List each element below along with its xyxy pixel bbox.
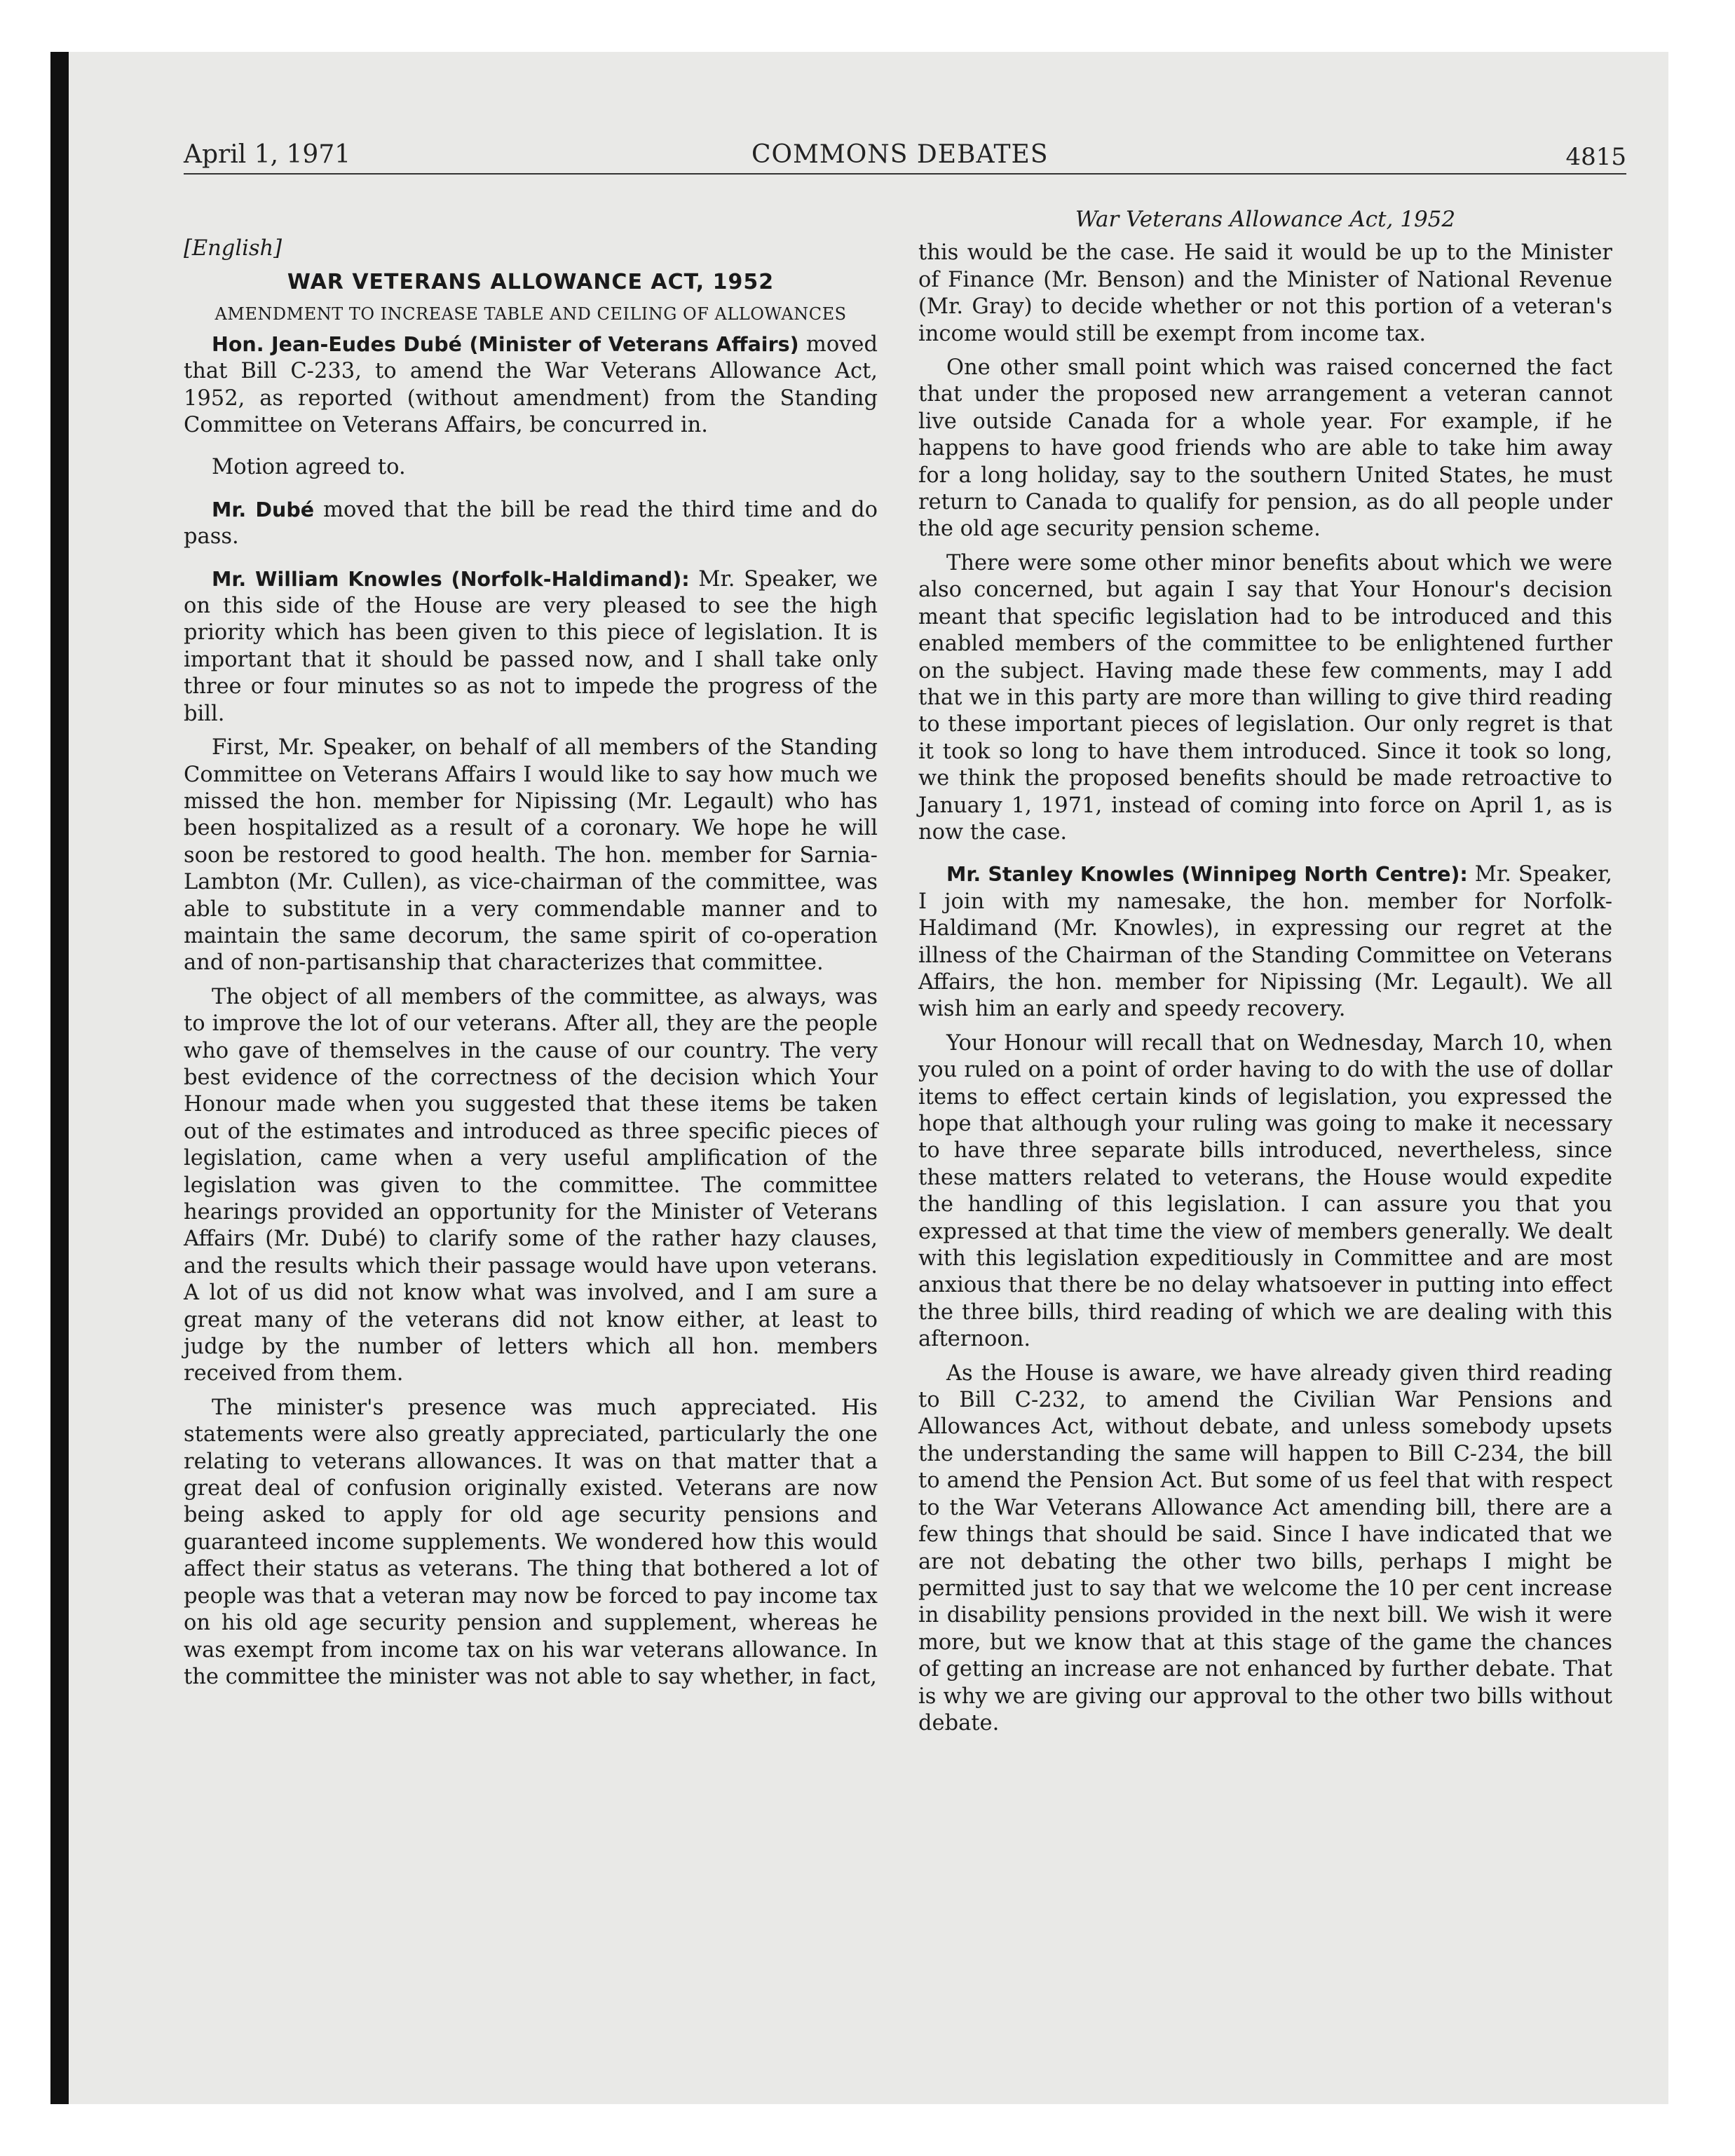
language-marker: [English] xyxy=(184,236,283,261)
paragraph xyxy=(184,566,878,728)
paragraph: Motion agreed to. xyxy=(212,455,406,480)
speaker-name: Mr. Stanley Knowles (Winnipeg North Centre): xyxy=(946,863,1468,887)
paragraph xyxy=(918,861,1612,1023)
speaker-name: Mr. William Knowles (Norfolk-Haldimand): xyxy=(212,567,690,591)
header-date: April 1, 1971 xyxy=(184,140,351,169)
paragraph: First, Mr. Speaker, on behalf of all members of the Standing Committee on Veterans Affairs I would like to say how much we missed the hon. member for Nipissing (Mr. Legault) who has been hospitalized as a result of a coronary. We hope he will soon be restored to good health. The hon. member for Sarnia-Lambton (Mr. Cullen), as vice-chairman of the committee, was able to substitute in a very commendable manner and to maintain the same decorum, the same spirit of co-operation and of non-partisanship that characterizes that committee. xyxy=(184,735,878,976)
paragraph xyxy=(184,497,878,551)
paragraph-text: Mr. Speaker, we on this side of the House are very pleased to see the high priority which has been given to this piece of legislation. It is important that it should be passed now, and I shall take only three or four minutes so as not to impede the progress of the bill. xyxy=(184,566,878,726)
paragraph-text: moved that the bill be read the third time and do pass. xyxy=(184,497,878,550)
paragraph: this would be the case. He said it would be up to the Minister of Finance (Mr. Benson) and the Minister of National Revenue (Mr. Gray) to decide whether or not this portion of a veteran's income would still be exempt from income tax. xyxy=(918,240,1612,346)
paragraph: As the House is aware, we have already given third reading to Bill C-232, to amend the Civilian War Pensions and Allowances Act, without debate, and unless somebody upsets the understanding the same will happen to Bill C-234, the bill to amend the Pension Act. But some of us feel that with respect to the War Veterans Allowance Act amending bill, there are a few things that should be said. Since I have indicated that we are not debating the other two bills, perhaps I might be permitted just to say that we welcome the 10 per cent increase in disability pensions provided in the next bill. We wish it were more, but we know that at this stage of the game the chances of getting an increase are not enhanced by further debate. That is why we are giving our approval to the other two bills without debate. xyxy=(918,1360,1612,1735)
paragraph: Your Honour will recall that on Wednesday, March 10, when you ruled on a point of order having to do with the use of dollar items to effect certain kinds of legislation, you expressed the hope that although your ruling was going to make it necessary to have three separate bills introduced, nevertheless, since these matters related to veterans, the House would expedite the handling of this legislation. I can assure you that you expressed at that time the view of members generally. We dealt with this legislation expeditiously in Committee and are most anxious that there be no delay whatsoever in putting into effect the three bills, third reading of which we are dealing with this afternoon. xyxy=(918,1030,1612,1352)
paragraph-text: Mr. Speaker, I join with my namesake, the hon. member for Norfolk-Haldimand (Mr. Knowles), in expressing our regret at the illness of the Chairman of the Standing Committee on Veterans Affairs, the hon. member for Nipissing (Mr. Legault). We all wish him an early and speedy recovery. xyxy=(918,862,1613,1022)
scan-edge-bar xyxy=(50,52,69,2104)
right-column xyxy=(918,206,1612,1744)
paragraph: The minister's presence was much appreciated. His statements were also greatly appreciated, particularly the one relating to veterans allowances. It was on that matter that a great deal of confusion originally existed. Veterans are now being asked to apply for old age security pensions and guaranteed income supplements. We wondered how this would affect their status as veterans. The thing that bothered a lot of people was that a veteran may now be forced to pay income tax on his old age security pension and supplement, whereas he was exempt from income tax on his war veterans allowance. In the committee the minister was not able to say whether, in fact, xyxy=(184,1395,878,1689)
paragraph: There were some other minor benefits about which we were also concerned, but again I say that Your Honour's decision meant that specific legislation had to be introduced and this enabled members of the committee to be enlightened further on the subject. Having made these few comments, may I add that we in this party are more than willing to give third reading to these important pieces of legislation. Our only regret is that it took so long to have them introduced. Since it took so long, we think the proposed benefits should be made retroactive to January 1, 1971, instead of coming into force on April 1, as is now the case. xyxy=(918,550,1612,845)
header-rule xyxy=(184,173,1626,175)
section-subtitle: AMENDMENT TO INCREASE TABLE AND CEILING OF ALLOWANCES xyxy=(215,303,847,324)
paragraph-text: moved that Bill C-233, to amend the War Veterans Allowance Act, 1952, as reported (without amendment) from the Standing Committee on Veterans Affairs, be concurred in. xyxy=(184,332,878,438)
section-title: WAR VETERANS ALLOWANCE ACT, 1952 xyxy=(287,270,775,295)
header-journal-title: COMMONS DEBATES xyxy=(751,140,1049,169)
running-head: War Veterans Allowance Act, 1952 xyxy=(1075,207,1456,232)
speaker-name: Mr. Dubé xyxy=(212,498,315,521)
speaker-name: Hon. Jean-Eudes Dubé (Minister of Veterans Affairs) xyxy=(212,332,799,356)
paragraph: One other small point which was raised concerned the fact that under the proposed new arrangement a veteran cannot live outside Canada for a whole year. For example, if he happens to have good friends who are able to take him away for a long holiday, say to the southern United States, he must return to Canada to qualify for pension, as do all people under the old age security pension scheme. xyxy=(918,355,1612,542)
page-header xyxy=(184,140,1626,174)
header-page-number: 4815 xyxy=(1565,143,1626,171)
left-column xyxy=(184,236,878,1698)
paragraph xyxy=(184,332,878,439)
paragraph: The object of all members of the committee, as always, was to improve the lot of our veterans. After all, they are the people who gave of themselves in the cause of our country. The very best evidence of the correctness of the decision which Your Honour made when you suggested that these items be taken out of the estimates and introduced as three specific pieces of legislation, came when a very useful amplification of the legislation was given to the committee. The committee hearings provided an opportunity for the Minister of Veterans Affairs (Mr. Dubé) to clarify some of the rather hazy clauses, and the results which their passage would have upon veterans. A lot of us did not know what was involved, and I am sure a great many of the veterans did not know either, at least to judge by the number of letters which all hon. members received from them. xyxy=(184,984,878,1386)
